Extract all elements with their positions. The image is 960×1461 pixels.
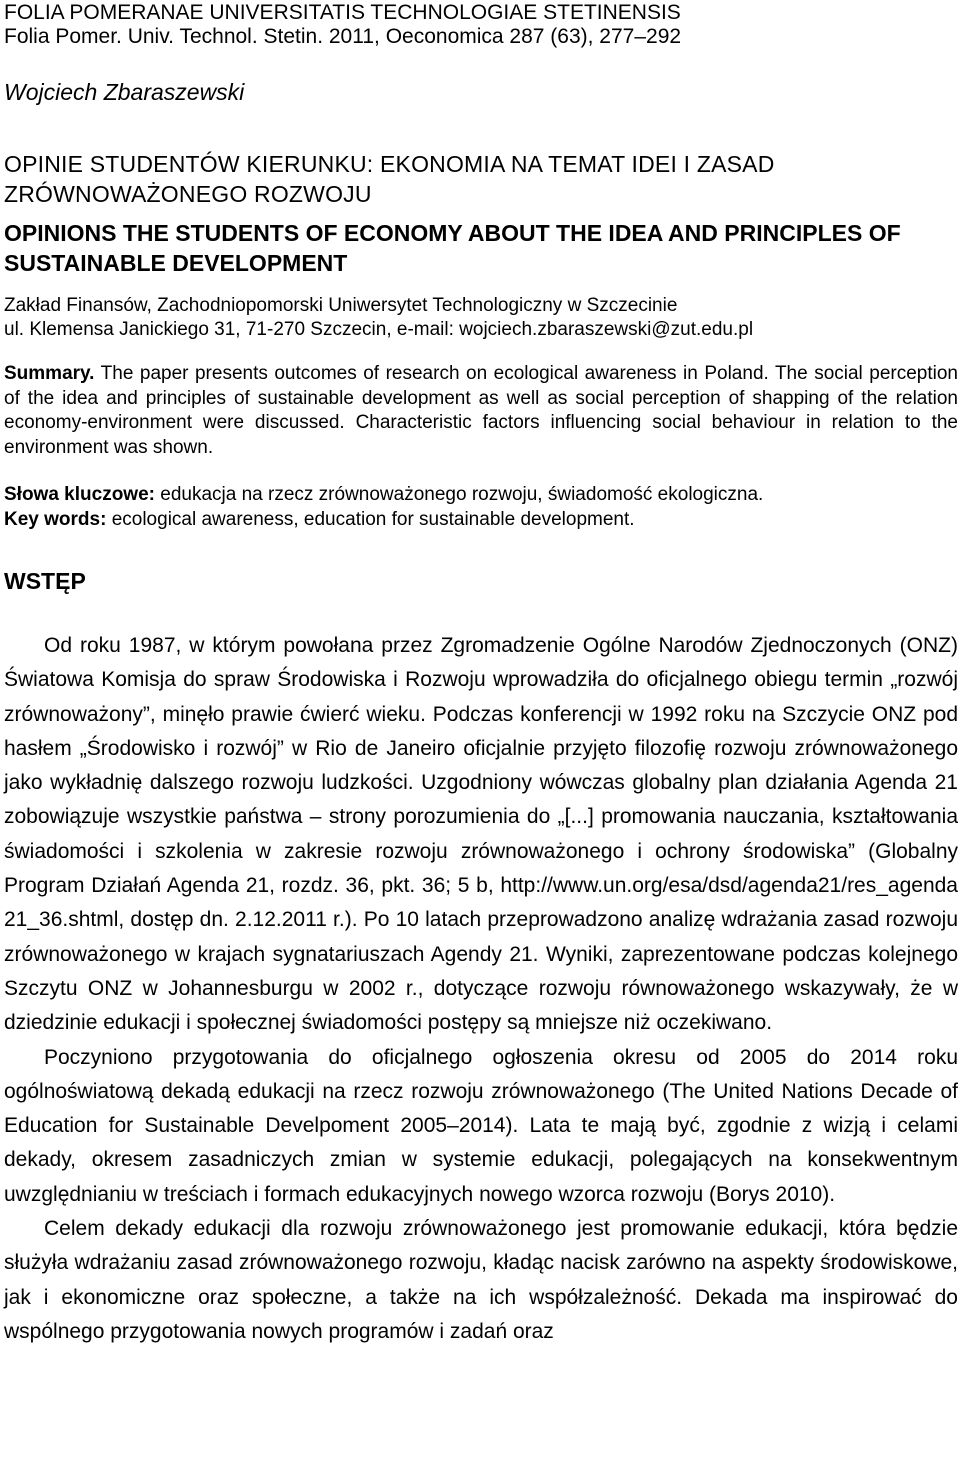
paragraph: Celem dekady edukacji dla rozwoju zrównoważonego jest promowanie edukacji, która będzie służyła wdrażaniu zasad zrównoważonego rozwoju, kładąc nacisk zarówno na aspekty środowiskowe, jak i ekonomiczne oraz społeczne, a także na ich współzależność. Dekada ma inspirować do wspólnego przygotowania nowych programów i zadań oraz (4, 1217, 958, 1343)
keywords-polish-text: edukacja na rzecz zrównoważonego rozwoju, świadomość ekologiczna. (160, 484, 764, 505)
summary-label: Summary. (4, 363, 95, 384)
author-name: Wojciech Zbaraszewski (4, 79, 245, 105)
section-heading: WSTĘP (4, 568, 86, 594)
summary (4, 362, 958, 460)
paragraph: Od roku 1987, w którym powołana przez Zgromadzenie Ogólne Narodów Zjednoczonych (ONZ) Światowa Komisja do spraw Środowiska i Rozwoju wprowadziła do oficjalnego obiegu termin „rozwój zrównoważony”, minęło prawie ćwierć wieku. Podczas konferencji w 1992 roku na Szczycie ONZ pod hasłem „Środowisko i rozwój” w Rio de Janeiro oficjalnie przyjęto filozofię rozwoju zrównoważonego jako wykładnię dalszego rozwoju ludzkości. Uzgodniony wówczas globalny plan działania Agenda 21 zobowiązuje wszystkie państwa – strony porozumienia do „[...] promowania nauczania, kształtowania świadomości i szkolenia w zakresie rozwoju zrównoważonego i ochrony środowiska” (Globalny Program Działań Agenda 21, rozdz. 36, pkt. 36; 5 b, http://www.un.org/esa/dsd/agenda21/res_agenda 21_36.shtml, dostęp dn. 2.12.2011 r.). Po 10 latach przeprowadzono analizę wdrażania zasad rozwoju zrównoważonego w krajach sygnatariuszach Agendy 21. Wyniki, zaprezentowane podczas kolejnego Szczytu ONZ w Johannesburgu w 2002 r., dotyczące rozwoju równoważonego wskazywały, że w dziedzinie edukacji i społecznej świadomości postępy są mniejsze niż oczekiwano. (4, 634, 958, 1035)
affiliation-address: ul. Klemensa Janickiego 31, 71-270 Szczecin, e-mail: wojciech.zbaraszewski@zut.edu.pl (4, 319, 754, 340)
body-text (4, 629, 958, 1349)
paragraph: Poczyniono przygotowania do oficjalnego ogłoszenia okresu od 2005 do 2014 roku ogólnoświatową dekadą edukacji na rzecz rozwoju zrównoważonego (The United Nations Decade of Education for Sustainable Develpoment 2005–2014). Lata te mają być, zgodnie z wizją i celami dekady, okresem zasadniczych zmian w systemie edukacji, polegających na konsekwentnym uwzględnianiu w treściach i formach edukacyjnych nowego wzorca rozwoju (Borys 2010). (4, 1045, 958, 1206)
keywords-english-text: ecological awareness, education for sustainable development. (111, 509, 635, 530)
summary-text: The paper presents outcomes of research on ecological awareness in Poland. The social perception of the idea and principles of sustainable development as well as social perception of shapping of the relation economy-environment were discussed. Characteristic factors influencing social behaviour in relation to the environment was shown. (4, 363, 959, 458)
keywords-polish-label: Słowa kluczowe: (4, 484, 155, 505)
keywords-english (4, 507, 958, 532)
keywords-polish (4, 482, 958, 507)
journal-citation: Folia Pomer. Univ. Technol. Stetin. 2011, Oeconomica 287 (63), 277–292 (4, 25, 682, 48)
keywords-english-label: Key words: (4, 509, 107, 530)
affiliation (4, 294, 958, 342)
keywords (4, 482, 958, 532)
title-english: OPINIONS THE STUDENTS OF ECONOMY ABOUT THE IDEA AND PRINCIPLES OF SUSTAINABLE DEVELOPMENT (4, 220, 901, 276)
paper-page (4, 0, 958, 1349)
affiliation-institution: Zakład Finansów, Zachodniopomorski Uniwersytet Technologiczny w Szczecinie (4, 295, 678, 316)
title-polish: OPINIE STUDENTÓW KIERUNKU: EKONOMIA NA TEMAT IDEI I ZASAD ZRÓWNOWAŻONEGO ROZWOJU (4, 151, 775, 207)
journal-name: FOLIA POMERANAE UNIVERSITATIS TECHNOLOGIAE STETINENSIS (4, 1, 681, 24)
